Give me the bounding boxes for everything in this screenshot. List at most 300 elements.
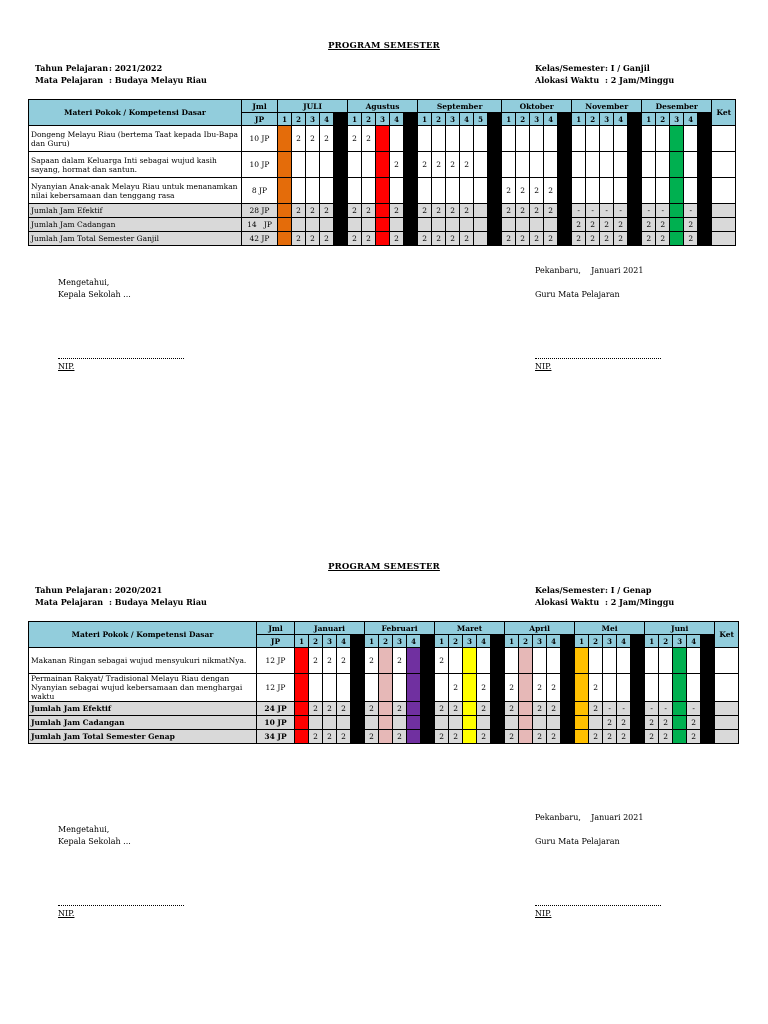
holiday-column (701, 648, 715, 674)
week-cell (603, 648, 617, 674)
program-table-genap (28, 621, 739, 744)
week-cell (533, 716, 547, 730)
week-cell: 2 (614, 218, 628, 232)
week-cell: 2 (572, 218, 586, 232)
week-cell (407, 648, 421, 674)
week-cell: 2 (393, 730, 407, 744)
week-cell: - (642, 204, 656, 218)
week-number: 4 (687, 635, 701, 648)
header-jp: JP (242, 113, 278, 126)
week-cell: 2 (460, 204, 474, 218)
week-number: 3 (446, 113, 460, 126)
week-cell (323, 674, 337, 702)
week-cell: - (572, 204, 586, 218)
tahun-label: Tahun Pelajaran (35, 585, 109, 595)
week-cell (673, 702, 687, 716)
week-cell: 2 (306, 126, 320, 152)
holiday-column (491, 716, 505, 730)
week-number: 4 (390, 113, 404, 126)
week-cell (673, 674, 687, 702)
week-cell: 2 (544, 232, 558, 246)
week-cell: 2 (516, 204, 530, 218)
week-cell: 2 (533, 730, 547, 744)
week-cell (575, 716, 589, 730)
week-cell: 2 (292, 232, 306, 246)
week-cell: 2 (309, 730, 323, 744)
week-cell: 2 (684, 218, 698, 232)
week-cell: 2 (530, 232, 544, 246)
holiday-column (701, 716, 715, 730)
kelas-label: Kelas/Semester (535, 585, 605, 595)
materi-cell: Dongeng Melayu Riau (bertema Taat kepada Ibu-Bapa dan Guru) (29, 126, 242, 152)
holiday-column (491, 702, 505, 716)
nip-left: NIP. (58, 909, 75, 918)
alokasi-value: : 2 Jam/Minggu (605, 75, 675, 85)
week-number: 3 (533, 635, 547, 648)
week-cell: 2 (477, 674, 491, 702)
week-cell (309, 716, 323, 730)
month-header: Agustus (348, 100, 418, 113)
holiday-column (631, 730, 645, 744)
mapel-label: Mata Pelajaran (35, 597, 104, 607)
week-cell (519, 730, 533, 744)
holiday-column (421, 648, 435, 674)
week-cell: 2 (449, 702, 463, 716)
week-cell (659, 648, 673, 674)
month-header: April (505, 622, 575, 635)
week-cell: 2 (418, 152, 432, 178)
week-cell: 2 (320, 204, 334, 218)
week-cell: 2 (362, 126, 376, 152)
week-cell: 2 (600, 218, 614, 232)
jp-cell: 10 JP (257, 716, 295, 730)
week-cell: 2 (530, 178, 544, 204)
week-cell (589, 716, 603, 730)
week-cell (449, 648, 463, 674)
summary-label: Jumlah Jam Total Semester Ganjil (29, 232, 242, 246)
week-cell (673, 716, 687, 730)
week-cell: 2 (446, 232, 460, 246)
week-cell: 2 (603, 730, 617, 744)
week-number: 1 (575, 635, 589, 648)
week-number: 3 (530, 113, 544, 126)
holiday-column (631, 716, 645, 730)
week-number: 2 (432, 113, 446, 126)
week-cell: - (645, 702, 659, 716)
week-cell: 2 (505, 674, 519, 702)
week-cell (519, 702, 533, 716)
week-cell (477, 648, 491, 674)
week-cell: 2 (547, 702, 561, 716)
week-cell: 2 (320, 232, 334, 246)
holiday-column (421, 716, 435, 730)
materi-cell: Nyanyian Anak-anak Melayu Riau untuk menanamkan nilai kebersamaan dan tenggang rasa (29, 178, 242, 204)
summary-label: Jumlah Jam Efektif (29, 702, 257, 716)
week-cell: 2 (572, 232, 586, 246)
tahun-label: Tahun Pelajaran (35, 63, 109, 73)
week-cell: 2 (323, 702, 337, 716)
week-cell (295, 702, 309, 716)
week-cell: 2 (362, 232, 376, 246)
week-cell: 2 (642, 218, 656, 232)
tahun-value: : 2020/2021 (109, 585, 163, 595)
week-cell: 2 (446, 152, 460, 178)
holiday-column (421, 702, 435, 716)
holiday-column (351, 702, 365, 716)
week-number: 2 (379, 635, 393, 648)
week-cell (617, 674, 631, 702)
week-cell (463, 730, 477, 744)
holiday-column (421, 674, 435, 702)
week-number: 1 (645, 635, 659, 648)
jp-cell: 10 JP (242, 126, 278, 152)
meta-right (535, 584, 674, 608)
week-cell: 2 (393, 648, 407, 674)
mapel-label: Mata Pelajaran (35, 75, 104, 85)
week-number: 5 (474, 113, 488, 126)
header-jml: Jml (242, 100, 278, 113)
week-cell: 2 (348, 126, 362, 152)
place-date: Pekanbaru, Januari 2021 (535, 813, 644, 822)
week-cell: 2 (365, 702, 379, 716)
week-number: 1 (572, 113, 586, 126)
holiday-column (421, 730, 435, 744)
week-cell: 2 (309, 702, 323, 716)
week-cell (463, 674, 477, 702)
week-cell: 2 (365, 648, 379, 674)
month-header: Mei (575, 622, 645, 635)
jp-cell: 12 JP (257, 648, 295, 674)
nip-right: NIP. (535, 909, 552, 918)
week-cell (687, 674, 701, 702)
week-cell (547, 716, 561, 730)
ket-cell (715, 648, 739, 674)
week-number: 3 (670, 113, 684, 126)
holiday-column (701, 674, 715, 702)
nip-left: NIP. (58, 362, 75, 371)
week-number: 3 (306, 113, 320, 126)
signature-line-right (535, 905, 661, 906)
month-header: Februari (365, 622, 435, 635)
tahun-value: : 2021/2022 (109, 63, 163, 73)
week-cell (645, 674, 659, 702)
holiday-column (491, 635, 505, 648)
week-cell: - (600, 204, 614, 218)
week-number: 2 (586, 113, 600, 126)
week-cell: 2 (600, 232, 614, 246)
holiday-column (491, 730, 505, 744)
jp-cell: 42 JP (242, 232, 278, 246)
holiday-column (351, 730, 365, 744)
week-cell: 2 (292, 126, 306, 152)
week-cell: 2 (390, 152, 404, 178)
week-cell: 2 (544, 204, 558, 218)
week-cell (519, 716, 533, 730)
kelas-value: : I / Ganjil (605, 63, 650, 73)
week-cell (295, 648, 309, 674)
week-number: 2 (292, 113, 306, 126)
week-cell: 2 (432, 152, 446, 178)
week-number: 4 (544, 113, 558, 126)
week-cell (323, 716, 337, 730)
week-cell (407, 674, 421, 702)
holiday-column (351, 635, 365, 648)
week-cell (575, 730, 589, 744)
month-header: Juni (645, 622, 715, 635)
mapel-value: : Budaya Melayu Riau (109, 597, 207, 607)
doc-title: PROGRAM SEMESTER (328, 41, 440, 51)
week-cell: 2 (362, 204, 376, 218)
mapel-value: : Budaya Melayu Riau (109, 75, 207, 85)
week-cell: 2 (645, 716, 659, 730)
week-cell (505, 716, 519, 730)
week-cell (687, 648, 701, 674)
week-cell (379, 730, 393, 744)
holiday-column (701, 730, 715, 744)
week-cell: 2 (687, 730, 701, 744)
week-cell (673, 730, 687, 744)
week-number: 2 (309, 635, 323, 648)
week-number: 4 (477, 635, 491, 648)
week-cell: 2 (435, 702, 449, 716)
week-number: 3 (393, 635, 407, 648)
month-header: Desember (642, 100, 712, 113)
week-cell: - (614, 204, 628, 218)
week-cell (519, 674, 533, 702)
week-cell: 2 (449, 674, 463, 702)
materi-cell: Makanan Ringan sebagai wujud mensyukuri nikmatNya. (29, 648, 257, 674)
jp-cell: 34 JP (257, 730, 295, 744)
week-cell (477, 716, 491, 730)
place-date: Pekanbaru, Januari 2021 (535, 266, 644, 275)
holiday-column (701, 635, 715, 648)
week-cell: 2 (656, 218, 670, 232)
week-cell (645, 648, 659, 674)
week-cell (393, 674, 407, 702)
month-header: Maret (435, 622, 505, 635)
week-cell (295, 674, 309, 702)
week-cell: 2 (435, 648, 449, 674)
week-number: 2 (449, 635, 463, 648)
week-cell (603, 674, 617, 702)
week-cell: 2 (533, 702, 547, 716)
week-number: 4 (614, 113, 628, 126)
week-cell: 2 (614, 232, 628, 246)
week-cell: 2 (547, 730, 561, 744)
week-cell: 2 (393, 702, 407, 716)
week-cell (589, 648, 603, 674)
week-cell: - (659, 702, 673, 716)
week-number: 2 (519, 635, 533, 648)
header-ket: Ket (712, 100, 736, 126)
week-number: 1 (365, 635, 379, 648)
mengetahui-label: Mengetahui, (58, 278, 110, 287)
week-cell: 2 (544, 178, 558, 204)
week-cell: 2 (687, 716, 701, 730)
summary-label: Jumlah Jam Total Semester Genap (29, 730, 257, 744)
week-number: 4 (617, 635, 631, 648)
week-cell (449, 716, 463, 730)
holiday-column (561, 674, 575, 702)
week-cell: 2 (659, 716, 673, 730)
ket-cell (715, 702, 739, 716)
jp-cell: 14 JP (242, 218, 278, 232)
week-cell: 2 (516, 232, 530, 246)
week-number: 1 (435, 635, 449, 648)
week-cell: 2 (337, 702, 351, 716)
week-number: 3 (673, 635, 687, 648)
meta-left (35, 584, 207, 608)
week-cell: - (687, 702, 701, 716)
week-cell (659, 674, 673, 702)
week-cell (575, 648, 589, 674)
week-number: 1 (642, 113, 656, 126)
alokasi-value: : 2 Jam/Minggu (605, 597, 675, 607)
week-cell: 2 (418, 232, 432, 246)
header-ket: Ket (715, 622, 739, 648)
week-cell (519, 648, 533, 674)
holiday-column (701, 702, 715, 716)
week-number: 4 (460, 113, 474, 126)
week-cell: 2 (432, 204, 446, 218)
mengetahui-label: Mengetahui, (58, 825, 110, 834)
week-cell: 2 (603, 716, 617, 730)
kelas-label: Kelas/Semester (535, 63, 605, 73)
week-cell: 2 (502, 232, 516, 246)
ket-cell (715, 716, 739, 730)
week-number: 1 (295, 635, 309, 648)
week-cell: 2 (306, 204, 320, 218)
signature-line-left (58, 905, 184, 906)
week-number: 1 (502, 113, 516, 126)
week-cell: 2 (642, 232, 656, 246)
week-cell: 2 (323, 730, 337, 744)
week-cell: 2 (292, 204, 306, 218)
week-cell (407, 730, 421, 744)
week-cell (337, 674, 351, 702)
week-cell (379, 702, 393, 716)
week-number: 2 (589, 635, 603, 648)
week-cell (407, 716, 421, 730)
week-cell: 2 (530, 204, 544, 218)
week-cell: 2 (435, 730, 449, 744)
week-cell: 2 (547, 674, 561, 702)
holiday-column (631, 635, 645, 648)
week-cell: 2 (659, 730, 673, 744)
week-cell: 2 (502, 204, 516, 218)
holiday-column (561, 648, 575, 674)
week-number: 2 (362, 113, 376, 126)
week-cell: 2 (645, 730, 659, 744)
week-cell: 2 (365, 730, 379, 744)
week-number: 1 (278, 113, 292, 126)
week-number: 3 (323, 635, 337, 648)
materi-cell: Sapaan dalam Keluarga Inti sebagai wujud kasih sayang, hormat dan santun. (29, 152, 242, 178)
month-header: November (572, 100, 642, 113)
week-cell: 2 (390, 232, 404, 246)
week-cell: 2 (589, 702, 603, 716)
week-cell (435, 674, 449, 702)
week-cell: 2 (589, 730, 603, 744)
week-cell (505, 648, 519, 674)
week-cell (463, 702, 477, 716)
week-cell: 2 (656, 232, 670, 246)
kepala-sekolah-label: Kepala Sekolah ... (58, 837, 131, 846)
kelas-value: : I / Genap (605, 585, 652, 595)
holiday-column (631, 702, 645, 716)
week-cell (547, 648, 561, 674)
week-cell: 2 (348, 232, 362, 246)
holiday-column (561, 702, 575, 716)
week-cell: 2 (337, 648, 351, 674)
holiday-column (351, 648, 365, 674)
week-cell: - (684, 204, 698, 218)
week-cell: 2 (589, 674, 603, 702)
week-cell: 2 (617, 716, 631, 730)
week-number: 1 (348, 113, 362, 126)
week-number: 1 (505, 635, 519, 648)
week-cell: - (617, 702, 631, 716)
week-cell: 2 (586, 218, 600, 232)
materi-cell: Permainan Rakyat/ Tradisional Melayu Riau dengan Nyanyian sebagai wujud kebersamaan dan menghargai waktu (29, 674, 257, 702)
week-cell: 2 (516, 178, 530, 204)
week-cell (337, 716, 351, 730)
week-cell (463, 716, 477, 730)
month-header: JULI (278, 100, 348, 113)
week-cell (379, 674, 393, 702)
holiday-column (561, 716, 575, 730)
week-cell (393, 716, 407, 730)
week-number: 3 (376, 113, 390, 126)
week-cell (463, 648, 477, 674)
summary-label: Jumlah Jam Cadangan (29, 218, 242, 232)
ket-cell (715, 730, 739, 744)
week-cell: 2 (684, 232, 698, 246)
week-cell (575, 702, 589, 716)
week-cell (407, 702, 421, 716)
holiday-column (491, 674, 505, 702)
week-number: 3 (603, 635, 617, 648)
alokasi-label: Alokasi Waktu (535, 597, 600, 607)
week-cell: 2 (323, 648, 337, 674)
week-number: 1 (418, 113, 432, 126)
jp-cell: 8 JP (242, 178, 278, 204)
ket-cell (715, 674, 739, 702)
week-cell (379, 648, 393, 674)
week-cell (617, 648, 631, 674)
week-cell: 2 (418, 204, 432, 218)
week-cell: 2 (505, 730, 519, 744)
week-cell (365, 674, 379, 702)
week-number: 4 (407, 635, 421, 648)
week-cell: 2 (320, 126, 334, 152)
summary-label: Jumlah Jam Efektif (29, 204, 242, 218)
month-header: Oktober (502, 100, 572, 113)
week-cell (379, 716, 393, 730)
jp-cell: 10 JP (242, 152, 278, 178)
week-cell (435, 716, 449, 730)
summary-label: Jumlah Jam Cadangan (29, 716, 257, 730)
week-number: 4 (547, 635, 561, 648)
jp-cell: 28 JP (242, 204, 278, 218)
holiday-column (351, 674, 365, 702)
week-cell: 2 (505, 702, 519, 716)
week-cell: 2 (390, 204, 404, 218)
week-cell: - (586, 204, 600, 218)
header-jp: JP (257, 635, 295, 648)
week-cell: 2 (306, 232, 320, 246)
holiday-column (351, 716, 365, 730)
